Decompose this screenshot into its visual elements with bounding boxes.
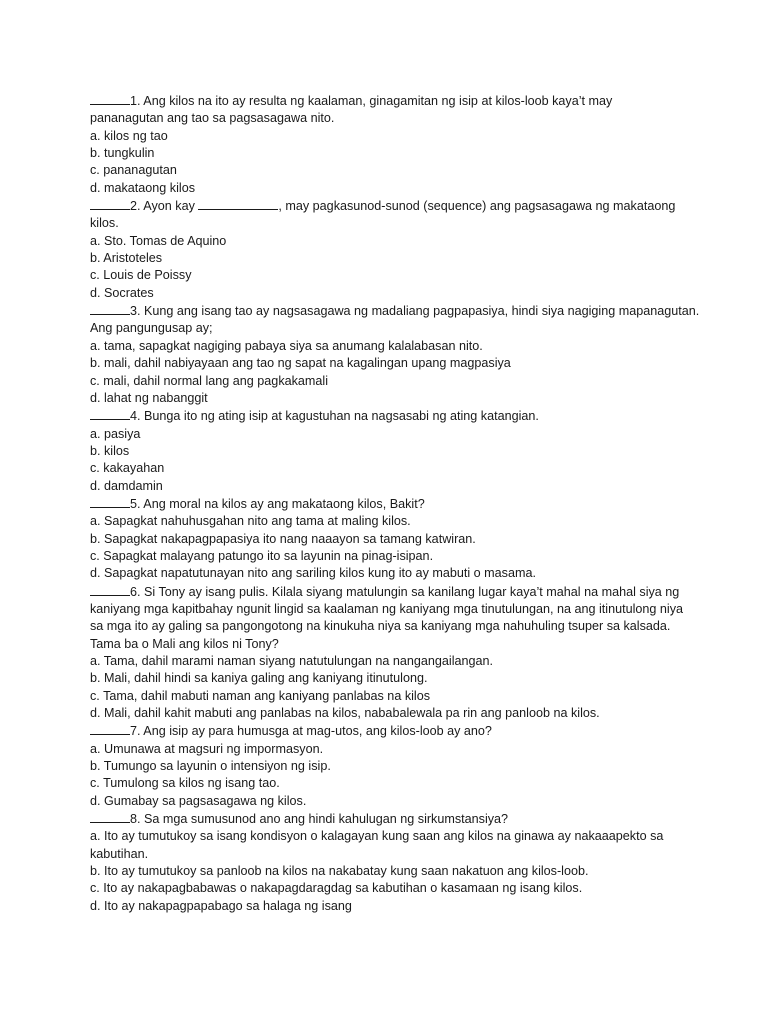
choice: b. Sapagkat nakapagpapasiya ito nang naaayon sa tamang katwiran.: [90, 531, 476, 546]
choice: d. Ito ay nakapagpapabago sa halaga ng isang: [90, 898, 352, 913]
answer-blank[interactable]: [90, 197, 130, 210]
question-1-stem: 1. Ang kilos na ito ay resulta ng kaalaman, ginagamitan ng isip at kilos-loob kaya’t may: [90, 92, 690, 110]
choice: b. Tumungo sa layunin o intensiyon ng isip.: [90, 759, 331, 774]
question-7-stem: 7. Ang isip ay para humusga at mag-utos, ang kilos-loob ay ano?: [90, 722, 690, 740]
question-6: [90, 583, 690, 723]
choice: b. mali, dahil nabiyayaan ang tao ng sapat na kagalingan upang magpasiya: [90, 356, 511, 371]
quiz-document: [90, 92, 700, 915]
choice: c. pananagutan: [90, 163, 177, 178]
choice: d. lahat ng nabanggit: [90, 390, 208, 405]
question-1: [90, 92, 690, 197]
question-3-stem: 3. Kung ang isang tao ay nagsasagawa ng madaliang pagpapasiya, hindi siya nagiging mapanagutan.: [90, 302, 690, 320]
choice: b. tungkulin: [90, 146, 155, 161]
choice-cont: kabutihan.: [90, 846, 149, 861]
choice: c. Tumulong sa kilos ng isang tao.: [90, 776, 280, 791]
answer-blank[interactable]: [90, 495, 130, 508]
choice: a. Umunawa at magsuri ng impormasyon.: [90, 741, 324, 756]
answer-blank[interactable]: [90, 722, 130, 735]
choice: c. kakayahan: [90, 461, 165, 476]
choice: d. damdamin: [90, 478, 163, 493]
question-8: [90, 810, 690, 915]
answer-blank[interactable]: [90, 407, 130, 420]
question-4: [90, 407, 690, 495]
choice: d. Mali, dahil kahit mabuti ang panlabas na kilos, nababalewala pa rin ang panloob na kilos.: [90, 706, 600, 721]
question-4-stem: 4. Bunga ito ng ating isip at kagustuhan na nagsasabi ng ating katangian.: [90, 407, 690, 425]
question-5: [90, 495, 690, 583]
choice: c. mali, dahil normal lang ang pagkakamali: [90, 373, 329, 388]
choice: c. Ito ay nakapagbabawas o nakapagdaragdag sa kabutihan o kasamaan ng isang kilos.: [90, 881, 583, 896]
question-2-stem: 2. Ayon kay , may pagkasunod-sunod (sequence) ang pagsasagawa ng makataong: [90, 197, 690, 215]
question-3: [90, 302, 700, 407]
choice: a. Tama, dahil marami naman siyang natutulungan na nangangailangan.: [90, 654, 494, 668]
choice: a. tama, sapagkat nagiging pabaya siya sa anumang kalalabasan nito.: [90, 338, 483, 353]
question-3-stem-cont: Ang pangungusap ay;: [90, 321, 213, 336]
choice: a. Sto. Tomas de Aquino: [90, 233, 227, 248]
question-2: [90, 197, 690, 302]
choice: a. Sapagkat nahuhusgahan nito ang tama at maling kilos.: [90, 514, 411, 529]
choice: d. Socrates: [90, 285, 154, 300]
question-6-stem-cont: sa mga ito ay galing sa pangongotong na kinukuha niya sa kaniyang mga nahuhuling tsuper sa kalsada.: [90, 619, 671, 634]
choice: a. kilos ng tao: [90, 128, 168, 143]
choice: b. Ito ay tumutukoy sa panloob na kilos na nakabatay kung saan nakatuon ang kilos-loob.: [90, 864, 589, 879]
choice: b. kilos: [90, 443, 130, 458]
choice: b. Mali, dahil hindi sa kaniya galing ang kaniyang itinutulong.: [90, 671, 428, 686]
choice: d. Gumabay sa pagsasagawa ng kilos.: [90, 793, 307, 808]
choice: a. pasiya: [90, 426, 141, 441]
answer-blank[interactable]: [90, 810, 130, 823]
question-6-stem-cont: Tama ba o Mali ang kilos ni Tony?: [90, 636, 279, 651]
answer-blank[interactable]: [90, 92, 130, 105]
question-1-stem-cont: pananagutan ang tao sa pagsasagawa nito.: [90, 111, 335, 126]
choice: c. Louis de Poissy: [90, 268, 192, 283]
choice: d. makataong kilos: [90, 180, 196, 195]
choice: c. Sapagkat malayang patungo ito sa layunin na pinag-isipan.: [90, 548, 434, 563]
question-8-stem: 8. Sa mga sumusunod ano ang hindi kahulugan ng sirkumstansiya?: [90, 810, 690, 828]
question-7: [90, 722, 690, 810]
question-6-stem: 6. Si Tony ay isang pulis. Kilala siyang matulungin sa kanilang lugar kaya’t mahal na mahal siya ng: [90, 583, 690, 601]
question-6-stem-cont: kaniyang mga kapitbahay ngunit lingid sa kaalaman ng kaniyang mga tinutulungan, na ang itinutulong niya: [90, 601, 684, 616]
question-5-stem: 5. Ang moral na kilos ay ang makataong kilos, Bakit?: [90, 495, 690, 513]
choice: b. Aristoteles: [90, 251, 163, 266]
question-2-stem-cont: kilos.: [90, 216, 119, 231]
fill-in-blank[interactable]: [198, 197, 278, 210]
answer-blank[interactable]: [90, 302, 130, 315]
choice: c. Tama, dahil mabuti naman ang kaniyang panlabas na kilos: [90, 688, 431, 703]
answer-blank[interactable]: [90, 583, 130, 596]
choice: d. Sapagkat napatutunayan nito ang sariling kilos kung ito ay mabuti o masama.: [90, 566, 536, 581]
choice: a. Ito ay tumutukoy sa isang kondisyon o kalagayan kung saan ang kilos na ginawa ay nakaaapekto sa: [90, 829, 664, 844]
